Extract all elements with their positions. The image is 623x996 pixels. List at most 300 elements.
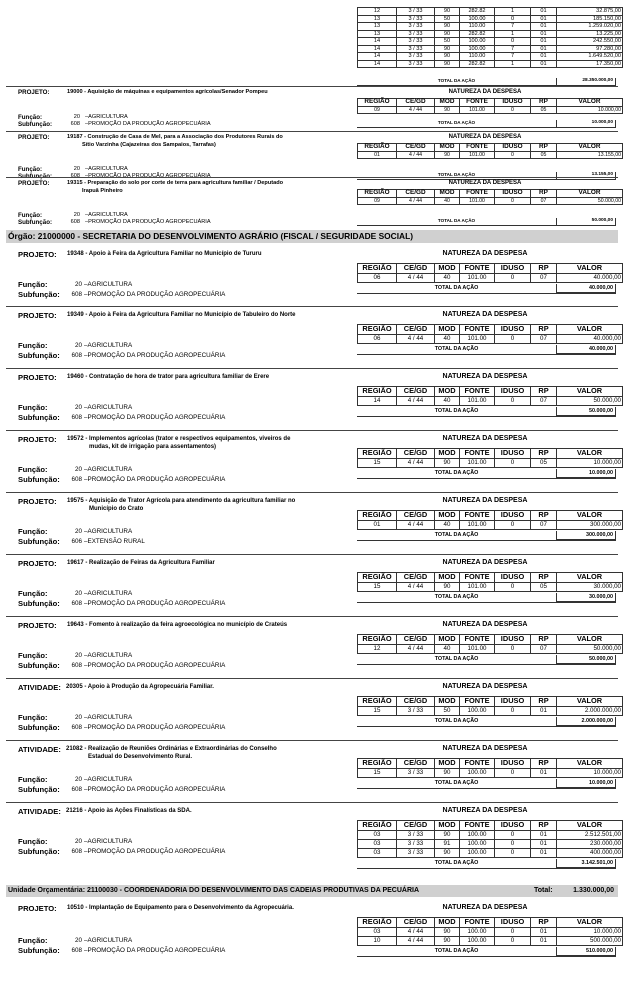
project-code: 19643 - bbox=[67, 622, 90, 628]
project-code: 19187 - bbox=[67, 134, 88, 140]
project-description bbox=[67, 134, 337, 149]
section-separator bbox=[6, 368, 618, 369]
table-cell: 90 bbox=[435, 849, 460, 858]
table-cell: 90 bbox=[435, 831, 460, 840]
table-row bbox=[358, 15, 623, 23]
table-cell: 1 bbox=[495, 30, 531, 38]
column-header-1: CE/GD bbox=[397, 144, 435, 152]
total-acao-label: TOTAL DA AÇÃO bbox=[434, 656, 479, 662]
total-underline bbox=[357, 478, 616, 479]
column-header-3: FONTE bbox=[460, 190, 495, 198]
table-cell: 100.00 bbox=[460, 769, 495, 778]
project-desc-line: Apoio às Ações Finalísticas da SDA. bbox=[87, 808, 192, 814]
table-cell: 40 bbox=[435, 335, 460, 344]
section-separator bbox=[6, 306, 618, 307]
column-header-2: MOD bbox=[435, 635, 460, 645]
subfuncao-name: –PROMOÇÃO DA PRODUÇÃO AGROPECUÁRIA bbox=[84, 600, 226, 607]
column-header-0: REGIÃO bbox=[358, 511, 397, 521]
table-cell: 101.00 bbox=[460, 459, 495, 468]
column-header-3: FONTE bbox=[460, 99, 495, 107]
table-cell: 13.225,00 bbox=[557, 30, 623, 38]
subfuncao-name: –PROMOÇÃO DA PRODUÇÃO AGROPECUÁRIA bbox=[84, 476, 226, 483]
column-header-0: REGIÃO bbox=[358, 449, 397, 459]
natureza-title: NATUREZA DA DESPESA bbox=[442, 373, 528, 380]
table-cell: 3 / 33 bbox=[397, 8, 435, 16]
table-cell: 7 bbox=[495, 23, 531, 31]
table-cell: 07 bbox=[531, 274, 557, 283]
total-acao-label: TOTAL DA AÇÃO bbox=[434, 780, 479, 786]
table-cell: 01 bbox=[531, 769, 557, 778]
subfuncao-name: –PROMOÇÃO DA PRODUÇÃO AGROPECUÁRIA bbox=[84, 291, 226, 298]
table-cell: 90 bbox=[435, 106, 460, 114]
total-acao-label: TOTAL DA AÇÃO bbox=[437, 78, 476, 83]
table-cell: 01 bbox=[531, 8, 557, 16]
project-desc-line: Implantação de Equipamento para o Desenvolvimento da Agropecuária. bbox=[89, 905, 294, 911]
subfuncao-name: –PROMOÇÃO DA PRODUÇÃO AGROPECUÁRIA bbox=[85, 219, 211, 225]
table-cell: 101.00 bbox=[460, 274, 495, 283]
total-acao-label: TOTAL DA AÇÃO bbox=[437, 120, 476, 125]
column-header-0: REGIÃO bbox=[358, 635, 397, 645]
funcao-label: Função: bbox=[18, 527, 48, 536]
column-header-2: MOD bbox=[435, 99, 460, 107]
subfuncao-label: Subfunção: bbox=[18, 475, 60, 484]
column-header-4: IDUSO bbox=[495, 325, 531, 335]
table-cell: 50.000,00 bbox=[557, 197, 623, 205]
table-cell: 230.000,00 bbox=[557, 840, 623, 849]
total-acao-label: TOTAL DA AÇÃO bbox=[434, 860, 479, 866]
project-code: 19617 - bbox=[67, 560, 90, 566]
total-acao-label: TOTAL DA AÇÃO bbox=[434, 532, 479, 538]
table-cell: 3 / 33 bbox=[397, 23, 435, 31]
table-cell: 12 bbox=[358, 8, 397, 16]
natureza-title: NATUREZA DA DESPESA bbox=[442, 621, 528, 628]
subfuncao-name: –PROMOÇÃO DA PRODUÇÃO AGROPECUÁRIA bbox=[84, 662, 226, 669]
column-header-6: VALOR bbox=[557, 190, 623, 198]
column-header-5: RP bbox=[531, 264, 557, 274]
column-header-4: IDUSO bbox=[495, 99, 531, 107]
column-header-4: IDUSO bbox=[495, 144, 531, 152]
column-header-6: VALOR bbox=[557, 918, 623, 928]
table-cell: 100.00 bbox=[460, 45, 495, 53]
table-row bbox=[358, 849, 623, 858]
section-separator bbox=[6, 131, 618, 132]
total-underline bbox=[357, 726, 616, 727]
table-cell: 0 bbox=[495, 849, 531, 858]
table-cell: 01 bbox=[531, 30, 557, 38]
total-acao-value: 50.000,00 bbox=[556, 655, 616, 664]
natureza-table bbox=[357, 324, 623, 344]
section-separator bbox=[6, 430, 618, 431]
table-cell: 4 / 44 bbox=[397, 151, 435, 159]
column-header-1: CE/GD bbox=[397, 387, 435, 397]
table-cell: 90 bbox=[435, 459, 460, 468]
natureza-title: NATUREZA DA DESPESA bbox=[448, 180, 522, 186]
column-header-2: MOD bbox=[435, 387, 460, 397]
project-description bbox=[67, 180, 337, 195]
table-cell: 90 bbox=[435, 30, 460, 38]
total-acao-label: TOTAL DA AÇÃO bbox=[434, 408, 479, 414]
table-row bbox=[358, 521, 623, 530]
total-acao-value: 30.000,00 bbox=[556, 593, 616, 602]
funcao-label: Função: bbox=[18, 936, 48, 945]
subfuncao-label: Subfunção: bbox=[18, 351, 60, 360]
subfuncao-label: Subfunção: bbox=[18, 413, 60, 422]
table-cell: 07 bbox=[531, 335, 557, 344]
table-cell: 101.00 bbox=[460, 583, 495, 592]
project-desc-line: Fomento à realização da feira agroecológica no município de Crateús bbox=[89, 622, 288, 628]
table-cell: 10.000,00 bbox=[557, 928, 623, 937]
table-cell: 3 / 33 bbox=[397, 30, 435, 38]
funcao-name: –AGRICULTURA bbox=[84, 776, 133, 783]
table-cell: 3 / 33 bbox=[397, 707, 435, 716]
table-cell: 40 bbox=[435, 645, 460, 654]
total-acao-value: 510.000,00 bbox=[556, 947, 616, 956]
total-acao-label: TOTAL DA AÇÃO bbox=[434, 948, 479, 954]
natureza-title: NATUREZA DA DESPESA bbox=[442, 250, 528, 257]
natureza-table bbox=[357, 386, 623, 406]
table-cell: 14 bbox=[358, 53, 397, 61]
total-acao-label: TOTAL DA AÇÃO bbox=[434, 718, 479, 724]
table-cell: 90 bbox=[435, 23, 460, 31]
column-header-6: VALOR bbox=[557, 511, 623, 521]
subfuncao-label: Subfunção: bbox=[18, 661, 60, 670]
funcao-code: 20 bbox=[74, 590, 82, 597]
table-cell: 05 bbox=[531, 583, 557, 592]
funcao-code: 20 bbox=[74, 652, 82, 659]
column-header-4: IDUSO bbox=[495, 697, 531, 707]
funcao-name: –AGRICULTURA bbox=[84, 342, 133, 349]
subfuncao-code: 608 bbox=[70, 173, 80, 179]
project-desc-line: Sítio Varzinha (Cajazeiras dos Sampaios, Tarrafas) bbox=[82, 141, 216, 148]
total-underline bbox=[357, 293, 616, 294]
total-acao-value: 10.000,00 bbox=[556, 469, 616, 478]
table-cell: 3 / 33 bbox=[397, 831, 435, 840]
column-header-5: RP bbox=[531, 821, 557, 831]
column-header-3: FONTE bbox=[460, 449, 495, 459]
table-cell: 03 bbox=[358, 840, 397, 849]
natureza-table bbox=[357, 917, 623, 946]
table-cell: 0 bbox=[495, 274, 531, 283]
project-code: 21216 - bbox=[66, 808, 88, 814]
funcao-name: –AGRICULTURA bbox=[84, 652, 133, 659]
project-desc-line: Apoio à Produção da Agropecuária Familiar. bbox=[87, 684, 214, 690]
column-header-0: REGIÃO bbox=[358, 144, 397, 152]
project-kind: PROJETO: bbox=[18, 311, 57, 320]
total-acao-label: TOTAL DA AÇÃO bbox=[434, 470, 479, 476]
natureza-table bbox=[357, 189, 623, 205]
table-cell: 01 bbox=[531, 937, 557, 946]
natureza-title: NATUREZA DA DESPESA bbox=[442, 435, 528, 442]
total-underline bbox=[357, 540, 616, 541]
project-description bbox=[66, 807, 336, 815]
table-cell: 10 bbox=[358, 937, 397, 946]
table-cell: 15 bbox=[358, 769, 397, 778]
subfuncao-code: 608 bbox=[71, 947, 82, 954]
unidade-label: Unidade Orçamentária: 21100030 - COORDENADORIA DO DESENVOLVIMENTO DAS CADEIAS PRODUTIVAS DA PECUÁRIA bbox=[8, 887, 420, 894]
table-cell: 101.00 bbox=[460, 151, 495, 159]
project-desc-line: Estadual do Desenvolvimento Rural. bbox=[88, 754, 193, 760]
column-header-5: RP bbox=[531, 387, 557, 397]
table-cell: 40.000,00 bbox=[557, 335, 623, 344]
table-row bbox=[358, 8, 623, 16]
table-cell: 4 / 44 bbox=[397, 645, 435, 654]
natureza-table bbox=[357, 98, 623, 114]
table-cell: 90 bbox=[435, 769, 460, 778]
project-code: 19348 - bbox=[67, 251, 89, 257]
table-cell: 7 bbox=[495, 45, 531, 53]
table-cell: 100.00 bbox=[460, 38, 495, 46]
table-cell: 06 bbox=[358, 274, 397, 283]
table-cell: 0 bbox=[495, 106, 531, 114]
funcao-label: Função: bbox=[18, 837, 48, 846]
subfuncao-code: 608 bbox=[71, 786, 82, 793]
table-cell: 110.00 bbox=[460, 23, 495, 31]
table-cell: 01 bbox=[531, 45, 557, 53]
table-row bbox=[358, 38, 623, 46]
table-row bbox=[358, 928, 623, 937]
funcao-name: –AGRICULTURA bbox=[84, 404, 133, 411]
table-cell: 0 bbox=[495, 521, 531, 530]
table-cell: 13.155,00 bbox=[557, 151, 623, 159]
table-row bbox=[358, 197, 623, 205]
subfuncao-code: 608 bbox=[71, 848, 82, 855]
table-cell: 282.82 bbox=[460, 60, 495, 68]
subfuncao-code: 608 bbox=[71, 352, 82, 359]
table-cell: 01 bbox=[531, 707, 557, 716]
table-cell: 90 bbox=[435, 8, 460, 16]
column-header-1: CE/GD bbox=[397, 325, 435, 335]
column-header-4: IDUSO bbox=[495, 573, 531, 583]
project-kind: PROJETO: bbox=[18, 373, 57, 382]
project-description bbox=[67, 250, 337, 258]
project-description bbox=[67, 373, 337, 381]
funcao-code: 20 bbox=[74, 838, 82, 845]
project-description bbox=[67, 621, 337, 629]
column-header-3: FONTE bbox=[460, 264, 495, 274]
funcao-label: Função: bbox=[18, 341, 48, 350]
table-cell: 1.649.520,00 bbox=[557, 53, 623, 61]
column-header-0: REGIÃO bbox=[358, 387, 397, 397]
total-acao-value: 2.000.000,00 bbox=[556, 717, 616, 726]
subfuncao-label: Subfunção: bbox=[18, 121, 53, 128]
column-header-4: IDUSO bbox=[495, 821, 531, 831]
project-description bbox=[67, 904, 337, 912]
column-header-3: FONTE bbox=[460, 697, 495, 707]
table-cell: 90 bbox=[435, 583, 460, 592]
project-kind: PROJETO: bbox=[18, 250, 57, 259]
table-cell: 2.000.000,00 bbox=[557, 707, 623, 716]
column-header-1: CE/GD bbox=[397, 759, 435, 769]
table-cell: 30.000,00 bbox=[557, 583, 623, 592]
funcao-label: Função: bbox=[18, 589, 48, 598]
project-desc-line: mudas, kit de irrigação para assentamentos) bbox=[89, 444, 217, 450]
table-cell: 40.000,00 bbox=[557, 274, 623, 283]
column-header-5: RP bbox=[531, 918, 557, 928]
table-cell: 101.00 bbox=[460, 521, 495, 530]
table-cell: 90 bbox=[435, 151, 460, 159]
table-cell: 3 / 33 bbox=[397, 769, 435, 778]
project-description bbox=[67, 435, 337, 451]
column-header-6: VALOR bbox=[557, 759, 623, 769]
table-cell: 90 bbox=[435, 45, 460, 53]
table-cell: 50 bbox=[435, 15, 460, 23]
table-cell: 01 bbox=[531, 38, 557, 46]
subfuncao-label: Subfunção: bbox=[18, 290, 60, 299]
column-header-5: RP bbox=[531, 325, 557, 335]
total-acao-label: TOTAL DA AÇÃO bbox=[434, 346, 479, 352]
table-cell: 01 bbox=[531, 15, 557, 23]
table-cell: 40 bbox=[435, 521, 460, 530]
table-cell: 0 bbox=[495, 583, 531, 592]
funcao-name: –AGRICULTURA bbox=[84, 528, 133, 535]
column-header-6: VALOR bbox=[557, 821, 623, 831]
column-header-2: MOD bbox=[435, 821, 460, 831]
column-header-2: MOD bbox=[435, 573, 460, 583]
project-desc-line: Apoio à Feira da Agricultura Familiar no Município de Tururu bbox=[88, 251, 262, 257]
table-cell: 01 bbox=[531, 23, 557, 31]
column-header-3: FONTE bbox=[460, 387, 495, 397]
column-header-4: IDUSO bbox=[495, 759, 531, 769]
funcao-code: 20 bbox=[74, 342, 82, 349]
table-cell: 14 bbox=[358, 60, 397, 68]
column-header-1: CE/GD bbox=[397, 264, 435, 274]
column-header-4: IDUSO bbox=[495, 635, 531, 645]
table-cell: 4 / 44 bbox=[397, 397, 435, 406]
column-header-4: IDUSO bbox=[495, 511, 531, 521]
project-kind: ATIVIDADE: bbox=[18, 745, 61, 754]
total-acao-label: TOTAL DA AÇÃO bbox=[434, 594, 479, 600]
subfuncao-code: 608 bbox=[71, 662, 82, 669]
table-cell: 1 bbox=[495, 8, 531, 16]
table-cell: 14 bbox=[358, 45, 397, 53]
section-separator bbox=[6, 554, 618, 555]
natureza-table bbox=[357, 143, 623, 159]
column-header-0: REGIÃO bbox=[358, 190, 397, 198]
column-header-2: MOD bbox=[435, 449, 460, 459]
project-desc-line: Preparação do solo por corte de terra para agricultura familiar / Deputado bbox=[87, 180, 284, 186]
column-header-0: REGIÃO bbox=[358, 759, 397, 769]
table-cell: 97.280,00 bbox=[557, 45, 623, 53]
column-header-2: MOD bbox=[435, 144, 460, 152]
natureza-table bbox=[357, 572, 623, 592]
total-underline bbox=[357, 416, 616, 417]
table-cell: 3 / 33 bbox=[397, 15, 435, 23]
table-cell: 0 bbox=[495, 831, 531, 840]
funcao-code: 20 bbox=[74, 937, 82, 944]
project-code: 19572 - bbox=[67, 436, 90, 442]
column-header-1: CE/GD bbox=[397, 99, 435, 107]
funcao-code: 20 bbox=[74, 776, 82, 783]
table-cell: 0 bbox=[495, 151, 531, 159]
table-cell: 100.00 bbox=[460, 707, 495, 716]
table-row bbox=[358, 106, 623, 114]
funcao-name: –AGRICULTURA bbox=[85, 166, 128, 172]
table-row bbox=[358, 937, 623, 946]
continuation-table bbox=[357, 7, 623, 68]
table-cell: 15 bbox=[358, 459, 397, 468]
table-cell: 300.000,00 bbox=[557, 521, 623, 530]
table-cell: 282.82 bbox=[460, 8, 495, 16]
table-cell: 3 / 33 bbox=[397, 849, 435, 858]
column-header-1: CE/GD bbox=[397, 449, 435, 459]
section-separator bbox=[6, 492, 618, 493]
table-cell: 500.000,00 bbox=[557, 937, 623, 946]
subfuncao-label: Subfunção: bbox=[18, 537, 60, 546]
table-cell: 100.00 bbox=[460, 831, 495, 840]
table-cell: 101.00 bbox=[460, 645, 495, 654]
subfuncao-name: –PROMOÇÃO DA PRODUÇÃO AGROPECUÁRIA bbox=[84, 786, 226, 793]
column-header-5: RP bbox=[531, 697, 557, 707]
unidade-total-label: Total: bbox=[534, 887, 553, 894]
table-cell: 242.550,00 bbox=[557, 38, 623, 46]
column-header-4: IDUSO bbox=[495, 449, 531, 459]
total-underline bbox=[357, 664, 616, 665]
table-cell: 07 bbox=[531, 397, 557, 406]
table-cell: 90 bbox=[435, 53, 460, 61]
subfuncao-name: –PROMOÇÃO DA PRODUÇÃO AGROPECUÁRIA bbox=[85, 173, 211, 179]
table-cell: 3 / 33 bbox=[397, 840, 435, 849]
table-cell: 03 bbox=[358, 831, 397, 840]
table-cell: 91 bbox=[435, 840, 460, 849]
natureza-title: NATUREZA DA DESPESA bbox=[448, 134, 522, 140]
table-cell: 01 bbox=[531, 53, 557, 61]
table-cell: 50 bbox=[435, 707, 460, 716]
column-header-0: REGIÃO bbox=[358, 821, 397, 831]
table-row bbox=[358, 831, 623, 840]
table-row bbox=[358, 274, 623, 283]
project-kind: ATIVIDADE: bbox=[18, 683, 61, 692]
column-header-6: VALOR bbox=[557, 387, 623, 397]
project-kind: PROJETO: bbox=[18, 435, 57, 444]
table-cell: 1.259.020,00 bbox=[557, 23, 623, 31]
natureza-title: NATUREZA DA DESPESA bbox=[442, 683, 528, 690]
natureza-table bbox=[357, 510, 623, 530]
project-kind: PROJETO: bbox=[18, 904, 57, 913]
column-header-6: VALOR bbox=[557, 573, 623, 583]
project-kind: PROJETO: bbox=[18, 134, 50, 141]
natureza-table bbox=[357, 263, 623, 283]
subfuncao-label: Subfunção: bbox=[18, 599, 60, 608]
table-row bbox=[358, 151, 623, 159]
table-cell: 0 bbox=[495, 335, 531, 344]
table-cell: 0 bbox=[495, 928, 531, 937]
section-separator bbox=[6, 802, 618, 803]
total-acao-value: 28.350.000,00 bbox=[556, 78, 616, 86]
table-cell: 01 bbox=[531, 849, 557, 858]
table-cell: 07 bbox=[531, 197, 557, 205]
table-cell: 06 bbox=[358, 335, 397, 344]
column-header-4: IDUSO bbox=[495, 190, 531, 198]
natureza-table bbox=[357, 820, 623, 858]
column-header-2: MOD bbox=[435, 918, 460, 928]
total-underline bbox=[357, 868, 616, 869]
table-cell: 90 bbox=[435, 928, 460, 937]
column-header-5: RP bbox=[531, 573, 557, 583]
table-cell: 14 bbox=[358, 397, 397, 406]
total-acao-value: 40.000,00 bbox=[556, 284, 616, 293]
total-acao-value: 3.142.501,00 bbox=[556, 859, 616, 868]
column-header-3: FONTE bbox=[460, 918, 495, 928]
table-cell: 101.00 bbox=[460, 335, 495, 344]
table-cell: 4 / 44 bbox=[397, 335, 435, 344]
funcao-label: Função: bbox=[18, 465, 48, 474]
project-code: 20305 - bbox=[66, 684, 88, 690]
table-cell: 13 bbox=[358, 15, 397, 23]
unidade-banner bbox=[6, 885, 618, 897]
funcao-code: 20 bbox=[73, 114, 80, 120]
funcao-label: Função: bbox=[18, 775, 48, 784]
table-row bbox=[358, 707, 623, 716]
